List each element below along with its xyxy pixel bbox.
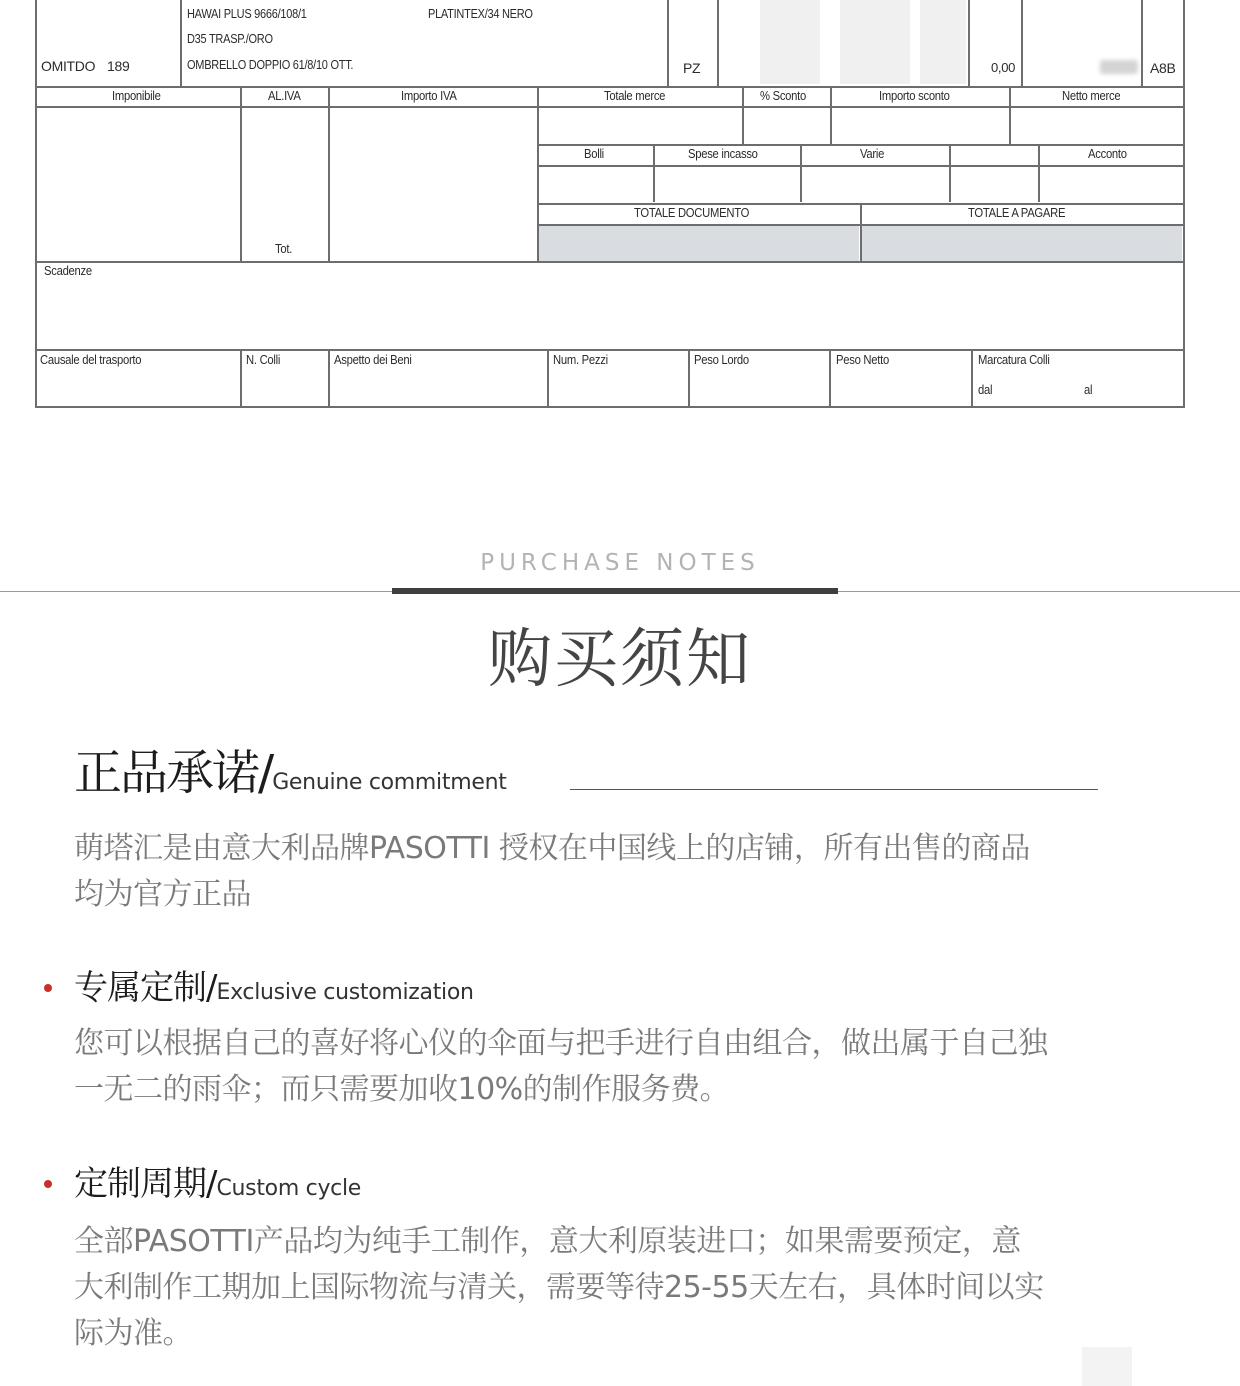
label-netto-merce: Netto merce	[1062, 89, 1121, 103]
grid-line	[830, 86, 832, 144]
grid-line	[800, 144, 802, 202]
section-genuine-line-1: 萌塔汇是由意大利品牌PASOTTI 授权在中国线上的店铺，所有出售的商品	[74, 831, 1030, 866]
grid-line	[968, 0, 970, 86]
iva-code: A8B	[1150, 60, 1176, 76]
label-marcatura: Marcatura Colli	[978, 353, 1050, 367]
section-custom-heading	[74, 960, 474, 1009]
section-genuine-title-en: Genuine commitment	[272, 770, 507, 795]
grid-line	[35, 86, 1185, 88]
label-varie: Varie	[860, 147, 885, 161]
section-cycle-line-1: 全部PASOTTI产品均为纯手工制作，意大利原装进口；如果需要预定，意	[74, 1224, 1021, 1259]
section-cycle-title-cn: 定制周期/	[74, 1164, 217, 1204]
section-cycle-heading	[74, 1156, 361, 1205]
grid-line	[35, 0, 37, 408]
section-custom-title-en: Exclusive customization	[216, 980, 474, 1005]
grid-line	[240, 349, 242, 408]
desc-line-2: D35 TRASP./ORO	[187, 32, 273, 46]
discount-value: 0,00	[991, 60, 1016, 75]
purchase-notes-subtitle: PURCHASE NOTES	[480, 550, 760, 576]
section-cycle-line-3: 际为准。	[74, 1316, 192, 1351]
grid-line	[35, 261, 1185, 263]
grid-line	[1038, 144, 1040, 202]
label-totale-merce: Totale merce	[604, 89, 666, 103]
label-num-pezzi: Num. Pezzi	[553, 353, 608, 367]
totale-documento-box	[539, 226, 859, 261]
item-code: OMITDO	[41, 58, 96, 74]
material-text: PLATINTEX/34 NERO	[428, 7, 533, 21]
scan-smudge	[1082, 1347, 1132, 1386]
grid-line	[971, 349, 973, 408]
label-scadenze: Scadenze	[44, 264, 92, 278]
label-importo-iva: Importo IVA	[401, 89, 457, 103]
divider-thick	[392, 588, 838, 594]
label-imponibile: Imponibile	[112, 89, 161, 103]
label-aspetto: Aspetto dei Beni	[334, 353, 412, 367]
grid-line	[180, 0, 182, 86]
invoice-scan	[0, 0, 1240, 420]
section-custom-line-1: 您可以根据自己的喜好将心仪的伞面与把手进行自由组合，做出属于自己独	[74, 1026, 1048, 1061]
label-totale-documento: TOTALE DOCUMENTO	[634, 206, 750, 220]
grid-line	[742, 86, 744, 144]
redacted-amount	[1100, 60, 1138, 74]
section-cycle-body	[74, 1219, 1184, 1357]
grid-line	[653, 144, 655, 202]
label-peso-lordo: Peso Lordo	[694, 353, 749, 367]
grid-line	[328, 86, 330, 262]
grid-line	[35, 106, 1185, 108]
grid-line	[35, 406, 1185, 408]
grid-line	[537, 144, 1185, 146]
section-genuine-line-2: 均为官方正品	[74, 877, 251, 912]
scan-smudge	[920, 0, 966, 84]
label-sconto-pct: % Sconto	[760, 89, 806, 103]
section-genuine-heading	[74, 734, 507, 803]
label-spese-incasso: Spese incasso	[688, 147, 758, 161]
grid-line	[1141, 0, 1143, 86]
grid-line	[688, 349, 690, 408]
item-number: 189	[107, 58, 130, 74]
label-peso-netto: Peso Netto	[836, 353, 889, 367]
scan-smudge	[760, 0, 820, 84]
grid-line	[240, 86, 242, 262]
label-n-colli: N. Colli	[246, 353, 281, 367]
label-dal: dal	[978, 383, 993, 397]
grid-line	[949, 144, 951, 202]
section-genuine-title-cn: 正品承诺/	[74, 745, 273, 801]
grid-line	[1009, 86, 1011, 144]
grid-line	[667, 0, 669, 86]
grid-line	[35, 349, 1185, 351]
label-causale: Causale del trasporto	[40, 353, 142, 367]
bullet-icon	[44, 1180, 52, 1188]
label-al: al	[1084, 383, 1093, 397]
section-custom-title-cn: 专属定制/	[74, 968, 217, 1008]
grid-line	[547, 349, 549, 408]
label-acconto: Acconto	[1088, 147, 1127, 161]
scan-smudge	[840, 0, 910, 84]
section-cycle-line-2: 大利制作工期加上国际物流与清关，需要等待25-55天左右，具体时间以实	[74, 1270, 1044, 1305]
grid-line	[1021, 0, 1023, 86]
section-cycle-title-en: Custom cycle	[216, 1176, 362, 1201]
section-custom-body	[74, 1021, 1184, 1113]
section-custom-line-2: 一无二的雨伞；而只需要加收10%的制作服务费。	[74, 1072, 730, 1107]
unit-text: PZ	[683, 60, 701, 76]
desc-line-1: HAWAI PLUS 9666/108/1	[187, 7, 307, 21]
bullet-icon	[44, 984, 52, 992]
label-bolli: Bolli	[584, 147, 604, 161]
grid-line	[717, 0, 719, 86]
totale-pagare-box	[862, 226, 1182, 261]
purchase-notes-title: 购买须知	[488, 623, 752, 697]
label-aliva: AL.IVA	[268, 89, 301, 103]
grid-line	[829, 349, 831, 408]
grid-line	[328, 349, 330, 408]
heading-underline	[570, 789, 1098, 790]
desc-line-3: OMBRELLO DOPPIO 61/8/10 OTT.	[187, 58, 354, 72]
label-totale-pagare: TOTALE A PAGARE	[968, 206, 1066, 220]
grid-line	[537, 165, 1185, 167]
section-genuine-body	[74, 826, 1184, 918]
label-tot: Tot.	[275, 242, 293, 256]
label-importo-sconto: Importo sconto	[879, 89, 950, 103]
